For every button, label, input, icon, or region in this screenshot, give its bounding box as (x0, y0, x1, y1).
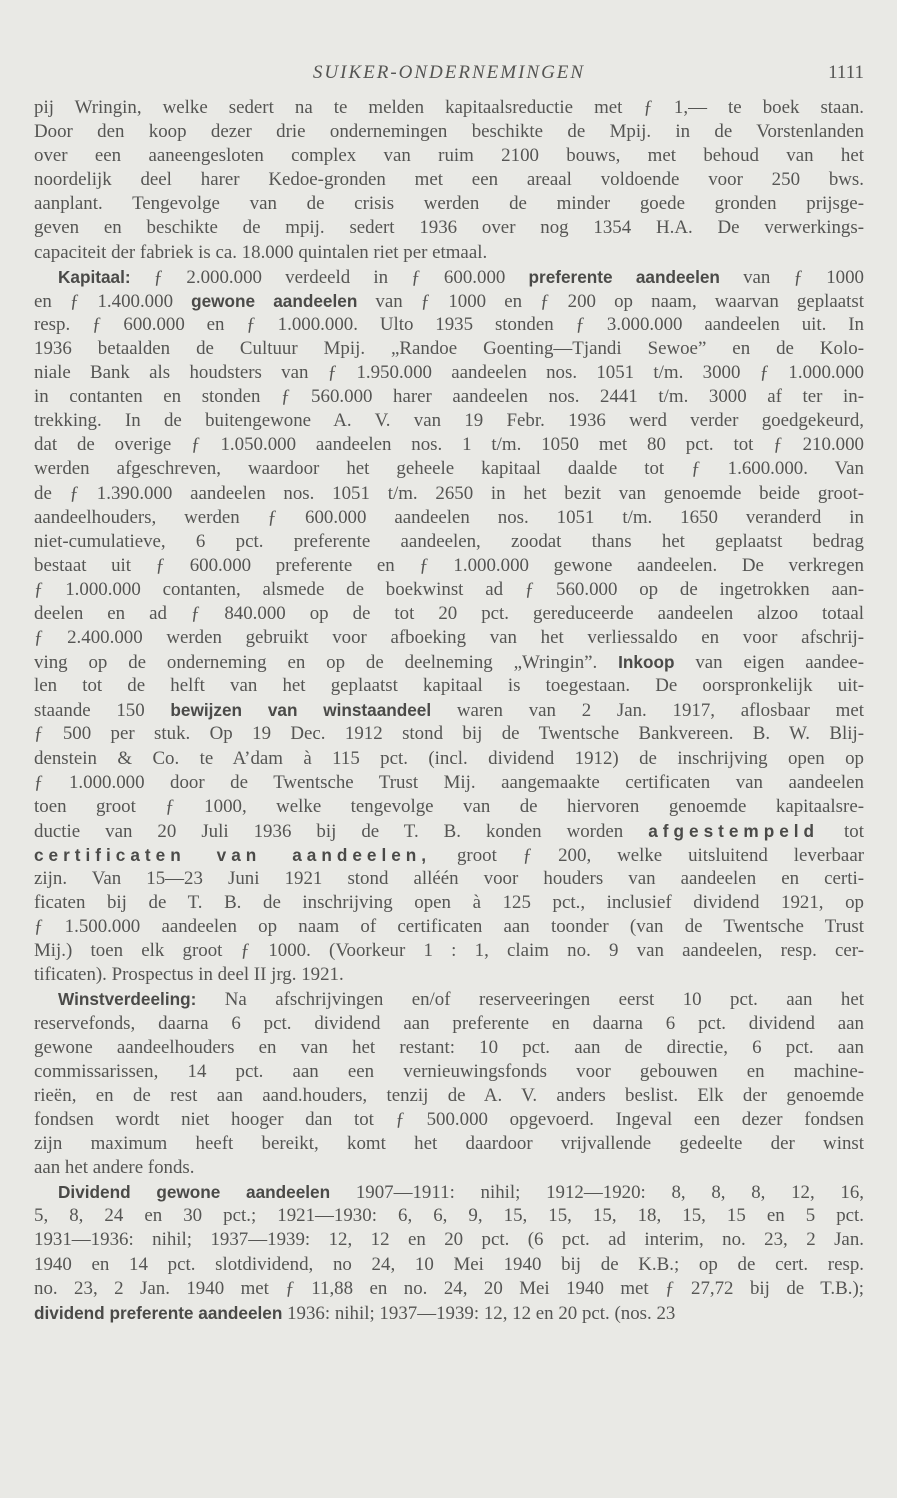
text-run: ƒ 1.500.000 aandeelen op naam of certificaten aan toonder (van de Twentsche Trust (34, 916, 864, 938)
text-run: deelen en ad ƒ 840.000 op de tot 20 pct. gereduceerde aandeelen alzoo totaal (34, 602, 864, 624)
text-line (34, 626, 864, 650)
text-run: gewone aandeelhouders en van het restant: 10 pct. aan de directie, 6 pct. aan (34, 1036, 864, 1058)
text-line (34, 96, 864, 120)
text-run: Mij.) toen elk groot ƒ 1000. (Voorkeur 1 : 1, claim no. 9 van aandeelen, resp. cer- (34, 940, 864, 962)
text-run: 1907—1911: nihil; 1912—1920: 8, 8, 8, 12, 16, (330, 1182, 864, 1204)
text-line (34, 530, 864, 554)
text-run: bestaat uit ƒ 600.000 preferente en ƒ 1.000.000 gewone aandeelen. De verkregen (34, 554, 864, 576)
text-line (34, 265, 864, 289)
text-line (34, 939, 864, 963)
text-run: dat de overige ƒ 1.050.000 aandeelen nos. 1 t/m. 1050 met 80 pct. tot ƒ 210.000 (34, 434, 864, 456)
text-line (34, 1012, 864, 1036)
text-run: ƒ 1.000.000 door de Twentsche Trust Mij. aangemaakte certificaten van aandeelen (34, 771, 864, 793)
text-run: en ƒ 1.400.000 (34, 290, 192, 312)
text-line (34, 1301, 864, 1325)
text-line (34, 1204, 864, 1228)
text-line (34, 602, 864, 626)
text-line (34, 1228, 864, 1252)
text-line (34, 1036, 864, 1060)
emphasis-run: bewijzen van winstaandeel (170, 700, 432, 721)
text-line (34, 843, 864, 867)
text-line (34, 554, 864, 578)
text-run: niale Bank als houdsters van ƒ 1.950.000 aandeelen nos. 1051 t/m. 3000 ƒ 1.000.000 (34, 362, 864, 384)
emphasis-run: dividend preferente aandeelen (34, 1302, 283, 1323)
text-run: staande 150 (34, 700, 171, 722)
text-line (34, 1132, 864, 1156)
text-line (34, 891, 864, 915)
text-run: werden afgeschreven, waardoor het geheele kapitaal daalde tot ƒ 1.600.000. Van (34, 458, 864, 480)
text-run: de ƒ 1.390.000 aandeelen nos. 1051 t/m. 2650 in het bezit van genoemde beide groot- (34, 482, 864, 504)
text-run: ficaten bij de T. B. de inschrijving open à 125 pct., inclusief dividend 1921, op (34, 892, 864, 914)
text-line (34, 1156, 864, 1180)
text-line (34, 650, 864, 674)
running-title: SUIKER-ONDERNEMINGEN (312, 62, 586, 83)
text-run: resp. ƒ 600.000 en ƒ 1.000.000. Ulto 1935 stonden ƒ 3.000.000 aandeelen uit. In (34, 313, 864, 335)
text-run: len tot de helft van het geplaatst kapitaal is toegestaan. De oorspronkelijk uit- (34, 675, 864, 697)
text-line (34, 1277, 864, 1301)
text-run: aandeelhouders, werden ƒ 600.000 aandeelen nos. 1051 t/m. 1650 veranderd in (34, 506, 864, 528)
emphasis-run: afgestempeld (648, 820, 820, 841)
text-run: zijn. Van 15—23 Juni 1921 stond alléén voor houders van aandeelen en certi- (34, 868, 864, 889)
text-line (34, 216, 864, 240)
text-run: aan het andere fonds. (34, 1157, 195, 1179)
text-run: trekking. In de buitengewone A. V. van 19 Febr. 1936 werd verder goedgekeurd, (34, 410, 864, 432)
text-run: fondsen wordt niet hooger dan tot ƒ 500.000 opgevoerd. Ingeval een dezer fondsen (34, 1108, 864, 1130)
text-run: 1936: nihil; 1937—1939: 12, 12 en 20 pct. (nos. 23 (282, 1302, 676, 1324)
emphasis-run: Dividend gewone aandeelen (58, 1182, 331, 1203)
text-run: ƒ 500 per stuk. Op 19 Dec. 1912 stond bij de Twentsche Bankvereen. B. W. Blij- (34, 723, 864, 745)
text-run: in contanten en stonden ƒ 560.000 harer aandeelen nos. 2441 t/m. 3000 af ter in- (34, 386, 864, 408)
text-line (34, 771, 864, 795)
text-line (34, 795, 864, 819)
text-line (34, 241, 864, 265)
emphasis-run: gewone aandeelen (191, 290, 358, 311)
page-header (34, 62, 864, 88)
text-run: 5, 8, 24 en 30 pct.; 1921—1930: 6, 6, 9, 15, 15, 15, 18, 15, 15 en 5 pct. (34, 1205, 864, 1227)
text-line (34, 1084, 864, 1108)
text-line (34, 506, 864, 530)
page-number: 1111 (828, 62, 864, 83)
text-run: tot (819, 820, 864, 842)
text-run: ductie van 20 Juli 1936 bij de T. B. konden worden (34, 820, 649, 842)
text-line (34, 987, 864, 1011)
text-run: commissarissen, 14 pct. aan een vernieuwingsfonds voor gebouwen en machine- (34, 1060, 864, 1082)
emphasis-run: Inkoop (618, 652, 675, 673)
text-line (34, 867, 864, 891)
text-run: Na afschrijvingen en/of reserveeringen eerst 10 pct. aan het (196, 989, 864, 1011)
text-line (34, 120, 864, 144)
emphasis-run: Winstverdeeling: (58, 989, 197, 1010)
text-line (34, 819, 864, 843)
text-line (34, 192, 864, 216)
text-run: zijn maximum heeft bereikt, komt het daardoor vrijvallende gedeelte der winst (34, 1133, 864, 1155)
body-text (34, 96, 864, 1325)
text-run: niet-cumulatieve, 6 pct. preferente aandeelen, zoodat thans het geplaatst bedrag (34, 530, 864, 552)
text-line (34, 144, 864, 168)
text-run: reservefonds, daarna 6 pct. dividend aan preferente en daarna 6 pct. dividend aan (34, 1012, 864, 1034)
text-line (34, 289, 864, 313)
text-line (34, 963, 864, 987)
text-line (34, 361, 864, 385)
text-run: ƒ 2.400.000 werden gebruikt voor afboeking van het verliessaldo en voor afschrij- (34, 627, 864, 649)
text-run: noordelijk deel harer Kedoe-gronden met een areaal voldoende voor 250 bws. (34, 169, 864, 191)
text-run: Door den koop dezer drie ondernemingen beschikte de Mpij. in de Vorstenlanden (34, 121, 864, 143)
emphasis-run: preferente aandeelen (528, 266, 720, 287)
text-run: van ƒ 1000 en ƒ 200 op naam, waarvan geplaatst (357, 290, 864, 312)
text-line (34, 482, 864, 506)
text-run: van ƒ 1000 (719, 266, 864, 288)
text-line (34, 1180, 864, 1204)
text-run: ƒ 2.000.000 verdeeld in ƒ 600.000 (130, 266, 529, 288)
text-run: waren van 2 Jan. 1917, aflosbaar met (431, 700, 864, 722)
text-run: toen groot ƒ 1000, welke tengevolge van de hiervoren genoemde kapitaalsre- (34, 795, 864, 817)
text-run: ving op de onderneming en op de deelneming „Wringin”. (34, 652, 619, 674)
text-run: groot ƒ 200, welke uitsluitend leverbaar (431, 844, 864, 866)
text-run: ƒ 1.000.000 contanten, alsmede de boekwinst ad ƒ 560.000 op de ingetrokken aan- (34, 578, 864, 600)
text-run: van eigen aandee- (674, 652, 864, 674)
text-line (34, 698, 864, 722)
text-run: 1936 betaalden de Cultuur Mpij. „Randoe Goenting—Tjandi Sewoe” en de Kolo- (34, 337, 864, 359)
text-line (34, 674, 864, 698)
text-line (34, 747, 864, 771)
text-line (34, 385, 864, 409)
text-line (34, 915, 864, 939)
text-line (34, 1108, 864, 1132)
text-line (34, 578, 864, 602)
text-line (34, 433, 864, 457)
emphasis-run: Kapitaal: (58, 266, 131, 287)
text-line (34, 457, 864, 481)
text-run: tificaten). Prospectus in deel II jrg. 1921. (34, 964, 344, 986)
text-run: no. 23, 2 Jan. 1940 met ƒ 11,88 en no. 24, 20 Mei 1940 met ƒ 27,72 bij de T.B.); (34, 1277, 864, 1299)
text-run: capaciteit der fabriek is ca. 18.000 quintalen riet per etmaal. (34, 241, 488, 263)
text-run: over een aaneengesloten complex van ruim 2100 bouws, met behoud van het (34, 145, 864, 167)
text-run: rieën, en de rest aan aand.houders, tenzij de A. V. anders beslist. Elk der genoemde (34, 1084, 864, 1106)
text-line (34, 409, 864, 433)
text-line (34, 168, 864, 192)
text-run: denstein & Co. te A’dam à 115 pct. (incl. dividend 1912) de inschrijving open op (34, 747, 864, 769)
text-run: geven en beschikte de mpij. sedert 1936 over nog 1354 H.A. De verwerkings- (34, 217, 864, 239)
text-run: pij Wringin, welke sedert na te melden kapitaalsreductie met ƒ 1,— te boek staan. (34, 97, 864, 118)
text-line (34, 337, 864, 361)
emphasis-run: certificaten van aandeelen, (34, 844, 432, 865)
text-run: 1940 en 14 pct. slotdividend, no 24, 10 Mei 1940 bij de K.B.; op de cert. resp. (34, 1253, 864, 1275)
text-run: aanplant. Tengevolge van de crisis werden de minder goede gronden prijsge- (34, 193, 864, 215)
text-line (34, 1253, 864, 1277)
text-line (34, 1060, 864, 1084)
text-line (34, 313, 864, 337)
text-line (34, 722, 864, 746)
text-run: 1931—1936: nihil; 1937—1939: 12, 12 en 20 pct. (6 pct. ad interim, no. 23, 2 Jan. (34, 1229, 864, 1251)
